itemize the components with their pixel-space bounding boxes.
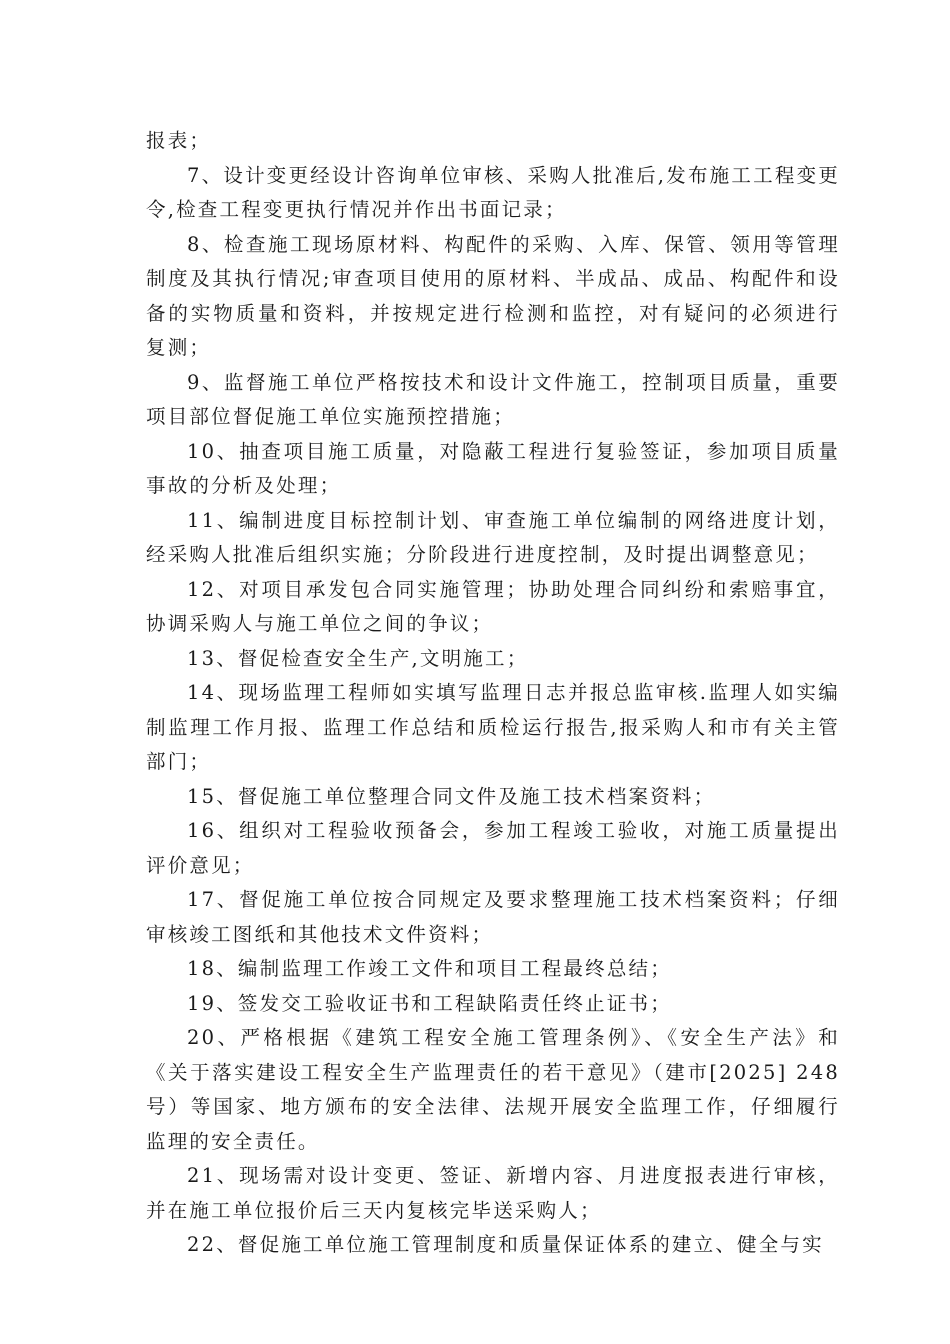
item-12: 12、对项目承发包合同实施管理；协助处理合同纠纷和索赔事宜，协调采购人与施工单位之间的争议； — [146, 577, 840, 635]
item-8: 8、检查施工现场原材料、构配件的采购、入库、保管、领用等管理制度及其执行情况;审查项目使用的原材料、半成品、成品、构配件和设备的实物质量和资料，并按规定进行检测和监控，对有疑问的必须进行复测； — [146, 232, 840, 359]
continuation-text: 报表； — [146, 129, 212, 152]
item-21: 21、现场需对设计变更、签证、新增内容、月进度报表进行审核，并在施工单位报价后三天内复核完毕送采购人； — [146, 1164, 840, 1222]
item-7: 7、设计变更经设计咨询单位审核、采购人批准后,发布施工工程变更令,检查工程变更执行情况并作出书面记录； — [146, 163, 840, 221]
item-16: 16、组织对工程验收预备会，参加工程竣工验收，对施工质量提出评价意见； — [146, 819, 840, 877]
item-11: 11、编制进度目标控制计划、审查施工单位编制的网络进度计划，经采购人批准后组织实施；分阶段进行进度控制，及时提出调整意见； — [146, 508, 840, 566]
item-19: 19、签发交工验收证书和工程缺陷责任终止证书； — [187, 991, 672, 1015]
item-13: 13、督促检查安全生产,文明施工； — [187, 646, 529, 670]
item-9: 9、监督施工单位严格按技术和设计文件施工，控制项目质量，重要项目部位督促施工单位实施预控措施； — [146, 370, 840, 428]
item-18: 18、编制监理工作竣工文件和项目工程最终总结； — [187, 957, 672, 980]
item-22: 22、督促施工单位施工管理制度和质量保证体系的建立、健全与实 — [187, 1233, 824, 1256]
item-10: 10、抽查项目施工质量，对隐蔽工程进行复验签证，参加项目质量事故的分析及处理； — [146, 439, 840, 497]
item-17: 17、督促施工单位按合同规定及要求整理施工技术档案资料；仔细审核竣工图纸和其他技术文件资料； — [146, 888, 840, 946]
item-15: 15、督促施工单位整理合同文件及施工技术档案资料； — [187, 784, 716, 808]
document-page — [146, 124, 840, 1263]
item-20: 20、严格根据《建筑工程安全施工管理条例》、《安全生产法》和《关于落实建设工程安全生产监理责任的若干意见》（建市[2025] 248号）等国家、地方颁布的安全法律、法规开展安全监理工作，仔细履行监理的安全责任。 — [146, 1026, 840, 1153]
item-14: 14、现场监理工程师如实填写监理日志并报总监审核.监理人如实编制监理工作月报、监理工作总结和质检运行报告,报采购人和市有关主管部门； — [146, 681, 840, 773]
